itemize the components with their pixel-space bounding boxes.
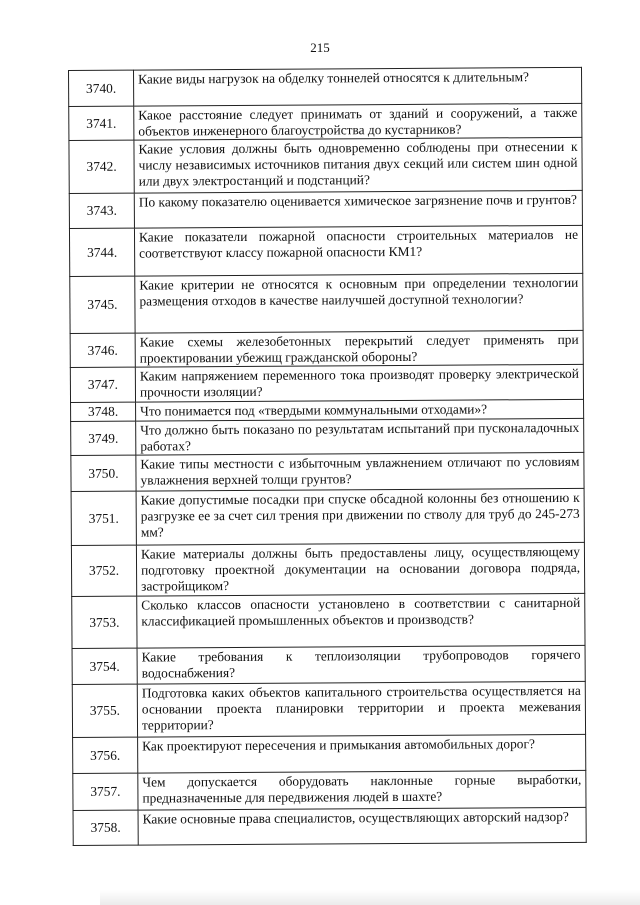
question-text: Какие схемы железобетонных перекрытий следует применять при проектировании убежищ гражданской обороны? [135, 330, 583, 367]
question-text: Чем допускается оборудовать наклонные горные выработки, предназначенные для передвижения людей в шахте? [138, 770, 586, 810]
table-row [72, 593, 585, 648]
question-text: Что должно быть показано по результатам испытаний при пусконаладочных работах? [136, 418, 584, 455]
question-text: Какие показатели пожарной опасности строительных материалов не соответствуют классу пожарной опасности КМ1? [134, 225, 582, 276]
question-text: Какие критерии не относятся к основным при определении технологии размещения отходов в качестве наилучшей доступной технологии? [135, 273, 583, 333]
question-number: 3744. [69, 228, 134, 276]
table-row [71, 452, 584, 491]
question-number: 3754. [72, 648, 137, 684]
table-row [73, 734, 586, 773]
table-row [72, 681, 585, 737]
question-text: Какие требования к теплоизоляции трубопроводов горячего водоснабжения? [137, 645, 585, 684]
question-number: 3743. [69, 193, 134, 228]
question-number: 3749. [71, 421, 136, 455]
question-number: 3753. [72, 596, 137, 648]
table-row [73, 807, 586, 845]
question-text: Каким напряжением переменного тока производят проверку электрической прочности изоляции? [135, 364, 583, 402]
question-number: 3746. [70, 333, 135, 367]
question-number: 3758. [73, 810, 138, 845]
question-text: Как проектируют пересечения и примыкания автомобильных дорог? [138, 734, 586, 773]
question-number: 3755. [72, 684, 137, 737]
table-row [72, 645, 585, 684]
table-row [69, 137, 582, 193]
question-text: Сколько классов опасности установлено в соответствии с санитарной классификацией промышленных объектов и производств? [137, 593, 585, 648]
question-text: Какие виды нагрузок на обделку тоннелей относятся к длительным? [134, 67, 582, 106]
question-text: Подготовка каких объектов капитального строительства осуществляется на основании проекта планировки территории и проекта межевания территории? [137, 681, 585, 737]
question-number: 3750. [71, 455, 136, 491]
table-row [70, 364, 583, 402]
table-row [69, 190, 582, 228]
question-number: 3741. [69, 106, 134, 140]
table-row [69, 225, 582, 276]
table-row [69, 103, 582, 140]
table-row [70, 330, 583, 367]
question-text: Какие допустимые посадки при спуске обсадной колонны без отношению к разгрузке ее за счет сил трения при движении по стволу для труб до 245-273 мм? [136, 488, 584, 545]
question-number: 3751. [71, 491, 136, 545]
question-text: Какие материалы должны быть предоставлены лицу, осуществляющему подготовку проектной документации на основании договора подряда, застройщиком? [136, 542, 584, 596]
question-text: По какому показателю оценивается химическое загрязнение почв и грунтов? [134, 190, 582, 228]
question-number: 3740. [69, 70, 134, 106]
question-text: Какие условия должны быть одновременно соблюдены при отнесении к числу независимых источников питания двух секций или систем шин одной или двух электростанций и подстанций? [134, 137, 582, 193]
questions-table [68, 67, 587, 846]
table-row [69, 67, 582, 106]
question-text: Какие основные права специалистов, осуществляющих авторский надзор? [138, 807, 586, 845]
table-row [73, 770, 586, 810]
question-number: 3742. [69, 140, 134, 193]
question-text: Какое расстояние следует принимать от зданий и сооружений, а также объектов инженерного благоустройства до кустарников? [134, 103, 582, 140]
page-number: 215 [310, 40, 330, 55]
question-number: 3748. [71, 402, 136, 421]
question-text: Какие типы местности с избыточным увлажнением отличают по условиям увлажнения верхней толщи грунтов? [136, 452, 584, 491]
table-row [71, 542, 584, 596]
question-number: 3747. [70, 367, 135, 402]
question-number: 3756. [73, 737, 138, 773]
table-row [71, 488, 584, 545]
scan-edge-shadow [100, 890, 640, 905]
table-row [70, 273, 583, 333]
question-number: 3745. [70, 276, 135, 333]
question-number: 3752. [71, 545, 136, 596]
table-row [71, 418, 584, 455]
question-text: Что понимается под «твердыми коммунальными отходами»? [136, 399, 584, 421]
question-number: 3757. [73, 773, 138, 810]
